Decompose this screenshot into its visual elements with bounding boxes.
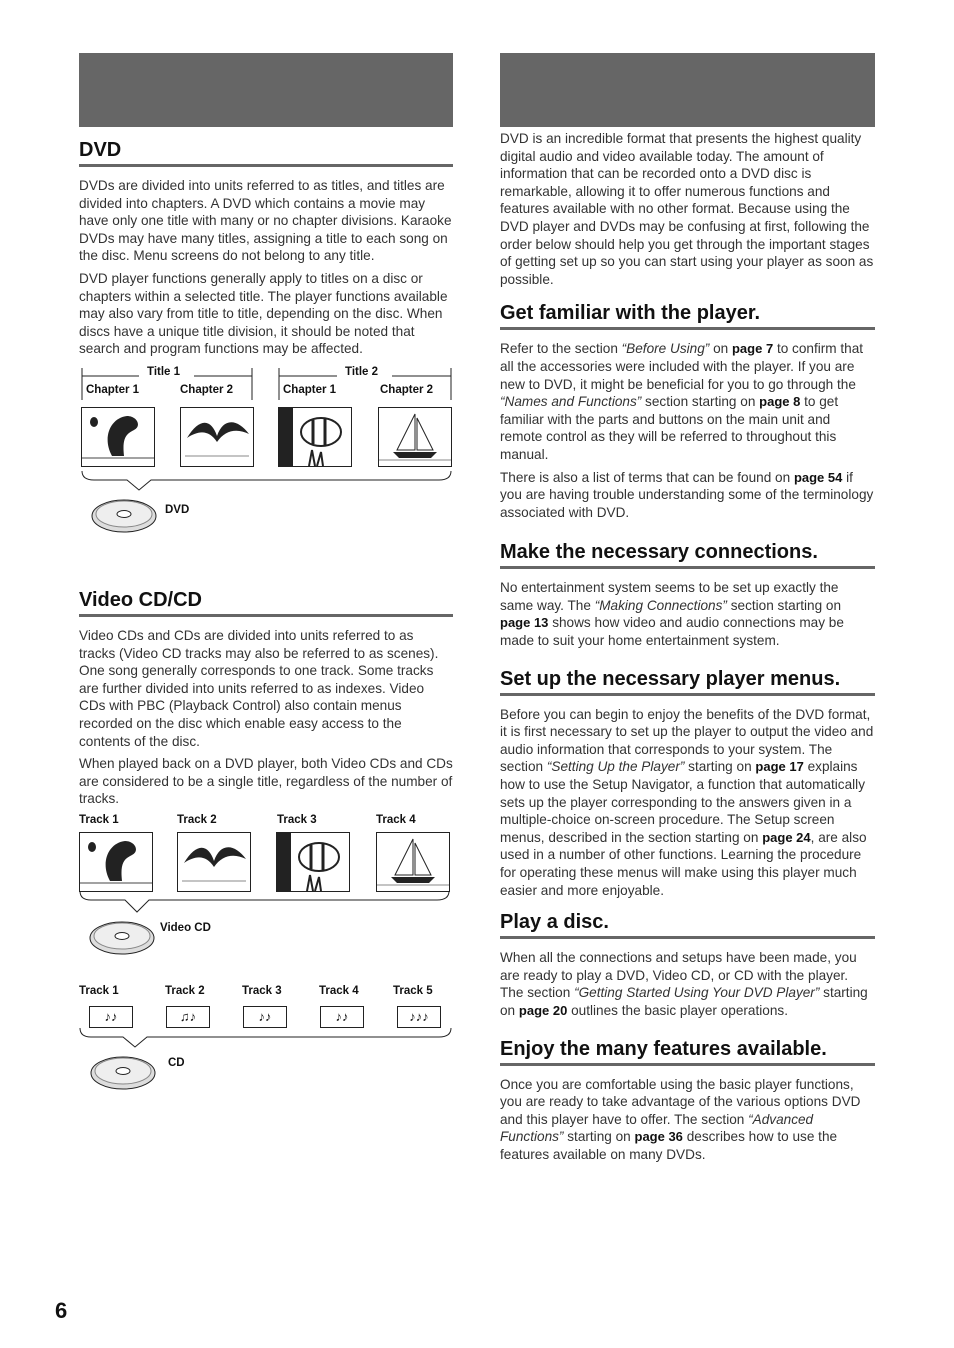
vcd-track-2-label: Track 2 xyxy=(177,813,217,826)
get-familiar-heading: Get familiar with the player. xyxy=(500,302,875,330)
dvd-disc-label: DVD xyxy=(165,503,190,516)
features-paragraph: Once you are comfortable using the basic player functions, you are ready to take advantage of the various options DVD and this player have to offer. The section “Advanced Functions” starting on page 36 describes how to use the features available on many DVDs. xyxy=(500,1076,861,1162)
vcd-track-3-label: Track 3 xyxy=(277,813,317,826)
dvd-disc-icon xyxy=(91,496,161,536)
chapter-1b-label: Chapter 1 xyxy=(283,383,337,396)
play-disc-heading: Play a disc. xyxy=(500,911,875,939)
features-heading: Enjoy the many features available. xyxy=(500,1038,875,1066)
dvd-heading: DVD xyxy=(79,139,453,167)
vcd-sailboat-thumbnail xyxy=(376,832,450,892)
chapter-1-label: Chapter 1 xyxy=(86,383,140,396)
setup-menus-paragraph: Before you can begin to enjoy the benefits of the DVD format, it is first necessary to set up the player to output the video and audio information that corresponds to your system. The section “Setting Up the Player” starting on page 17 explains how to use the Setup Navigator, a function that automatically sets up the player corresponding to the answers given in a multiple-choice on-screen procedure. The Setup screen menus, described in the section starting on page 24, are also used in a number of other functions. Learning the procedure for operating these menus will make using this player much easier and more enjoyable. xyxy=(500,706,874,898)
intro-paragraph: DVD is an incredible format that presents the highest quality digital audio and video available today. The amount of information that can be recorded onto a DVD disc is remarkable, allowing it to offer numerous functions and features available with no other format. Because using the DVD player and DVDs may be confusing at first, following the order below should help you get through the important stages of getting set up so you can start using your player as soon as possible. xyxy=(500,131,874,287)
vcd-track-4-label: Track 4 xyxy=(376,813,416,826)
cd-track-1-notes-icon: ♪♪ xyxy=(89,1006,133,1028)
video-cd-disc-label: Video CD xyxy=(160,921,211,934)
left-column xyxy=(79,53,453,1100)
cd-track-4-notes-icon: ♪♪ xyxy=(320,1006,364,1028)
cd-disc-label: CD xyxy=(168,1056,185,1069)
right-column xyxy=(500,53,875,1169)
cd-track-3-notes-icon: ♪♪ xyxy=(243,1006,287,1028)
cd-track-3-label: Track 3 xyxy=(242,984,282,997)
birds-thumbnail xyxy=(180,407,254,467)
play-disc-paragraph: When all the connections and setups have been made, you are ready to play a DVD, Video CD, or CD with the player. The section “Getting Started Using Your DVD Player” starting on page 20 outlines the basic player operations. xyxy=(500,950,868,1018)
video-cd-figure xyxy=(79,814,453,984)
sailboat-thumbnail xyxy=(378,407,452,467)
dvd-paragraph-1: DVDs are divided into units referred to as titles, and titles are divided into chapters. A DVD which contains a movie may have only one title with many or no chapter divisions. Karaoke DVDs may have many titles, assigning a title to each song on the disc. Menu screens do not belong to any title. xyxy=(79,178,452,264)
right-header-bar xyxy=(500,53,875,127)
cd-track-2-label: Track 2 xyxy=(165,984,205,997)
get-familiar-paragraph-1: Refer to the section “Before Using” on page 7 to confirm that all the accessories were included with the player. If you are new to DVD, it might be beneficial for you to go through the “Names and Functions” section starting on page 8 to get familiar with the parts and buttons on the main unit and remote control as they will be referred to throughout this manual. xyxy=(500,341,864,462)
cd-track-4-label: Track 4 xyxy=(319,984,359,997)
vcd-track-1-label: Track 1 xyxy=(79,813,119,826)
dolphin-thumbnail xyxy=(81,407,155,467)
connections-paragraph: No entertainment system seems to be set up exactly the same way. The “Making Connections” section starting on page 13 shows how video and audio connections may be made to suit your home entertainment system. xyxy=(500,580,844,649)
vcd-fish-thumbnail xyxy=(276,832,350,892)
dvd-paragraph-2: DVD player functions generally apply to titles on a disc or chapters within a selected title. The player functions available may also vary from title to title, depending on the disc. When discs have a unique title division, it should be noted that search and program functions may be affected. xyxy=(79,270,448,357)
vcd-dolphin-thumbnail xyxy=(79,832,153,892)
vcd-paragraph-1: Video CDs and CDs are divided into units referred to as tracks (Video CD tracks may also be referred to as scenes). One song generally corresponds to one track. Some tracks are further divided into units referred to as indexes. Video CDs with PBC (Playback Control) also contain menus recorded on the disc which enable easy access to the contents of the disc. xyxy=(79,627,439,749)
cd-track-2-notes-icon: ♫♪ xyxy=(166,1006,210,1028)
cd-figure xyxy=(79,985,453,1100)
cd-track-5-notes-icon: ♪♪♪ xyxy=(397,1006,441,1028)
cd-track-5-label: Track 5 xyxy=(393,984,433,997)
cd-disc-icon xyxy=(90,1053,160,1093)
title-2-label: Title 2 xyxy=(345,365,379,378)
vcd-birds-thumbnail xyxy=(177,832,251,892)
chapter-2-label: Chapter 2 xyxy=(180,383,234,396)
get-familiar-paragraph-2: There is also a list of terms that can be found on page 54 if you are having trouble understanding some of the terminology associated with DVD. xyxy=(500,469,874,520)
connections-heading: Make the necessary connections. xyxy=(500,541,875,569)
chapter-2b-label: Chapter 2 xyxy=(380,383,434,396)
dvd-structure-figure xyxy=(79,366,453,544)
video-cd-heading: Video CD/CD xyxy=(79,589,453,617)
fish-thumbnail xyxy=(278,407,352,467)
cd-track-1-label: Track 1 xyxy=(79,984,119,997)
page-number: 6 xyxy=(55,1298,68,1323)
title-1-label: Title 1 xyxy=(147,365,181,378)
vcd-paragraph-2: When played back on a DVD player, both Video CDs and CDs are considered to be a single title, regardless of the number of tracks. xyxy=(79,756,453,807)
video-cd-disc-icon xyxy=(89,918,159,958)
left-header-bar xyxy=(79,53,453,127)
setup-menus-heading: Set up the necessary player menus. xyxy=(500,668,875,696)
